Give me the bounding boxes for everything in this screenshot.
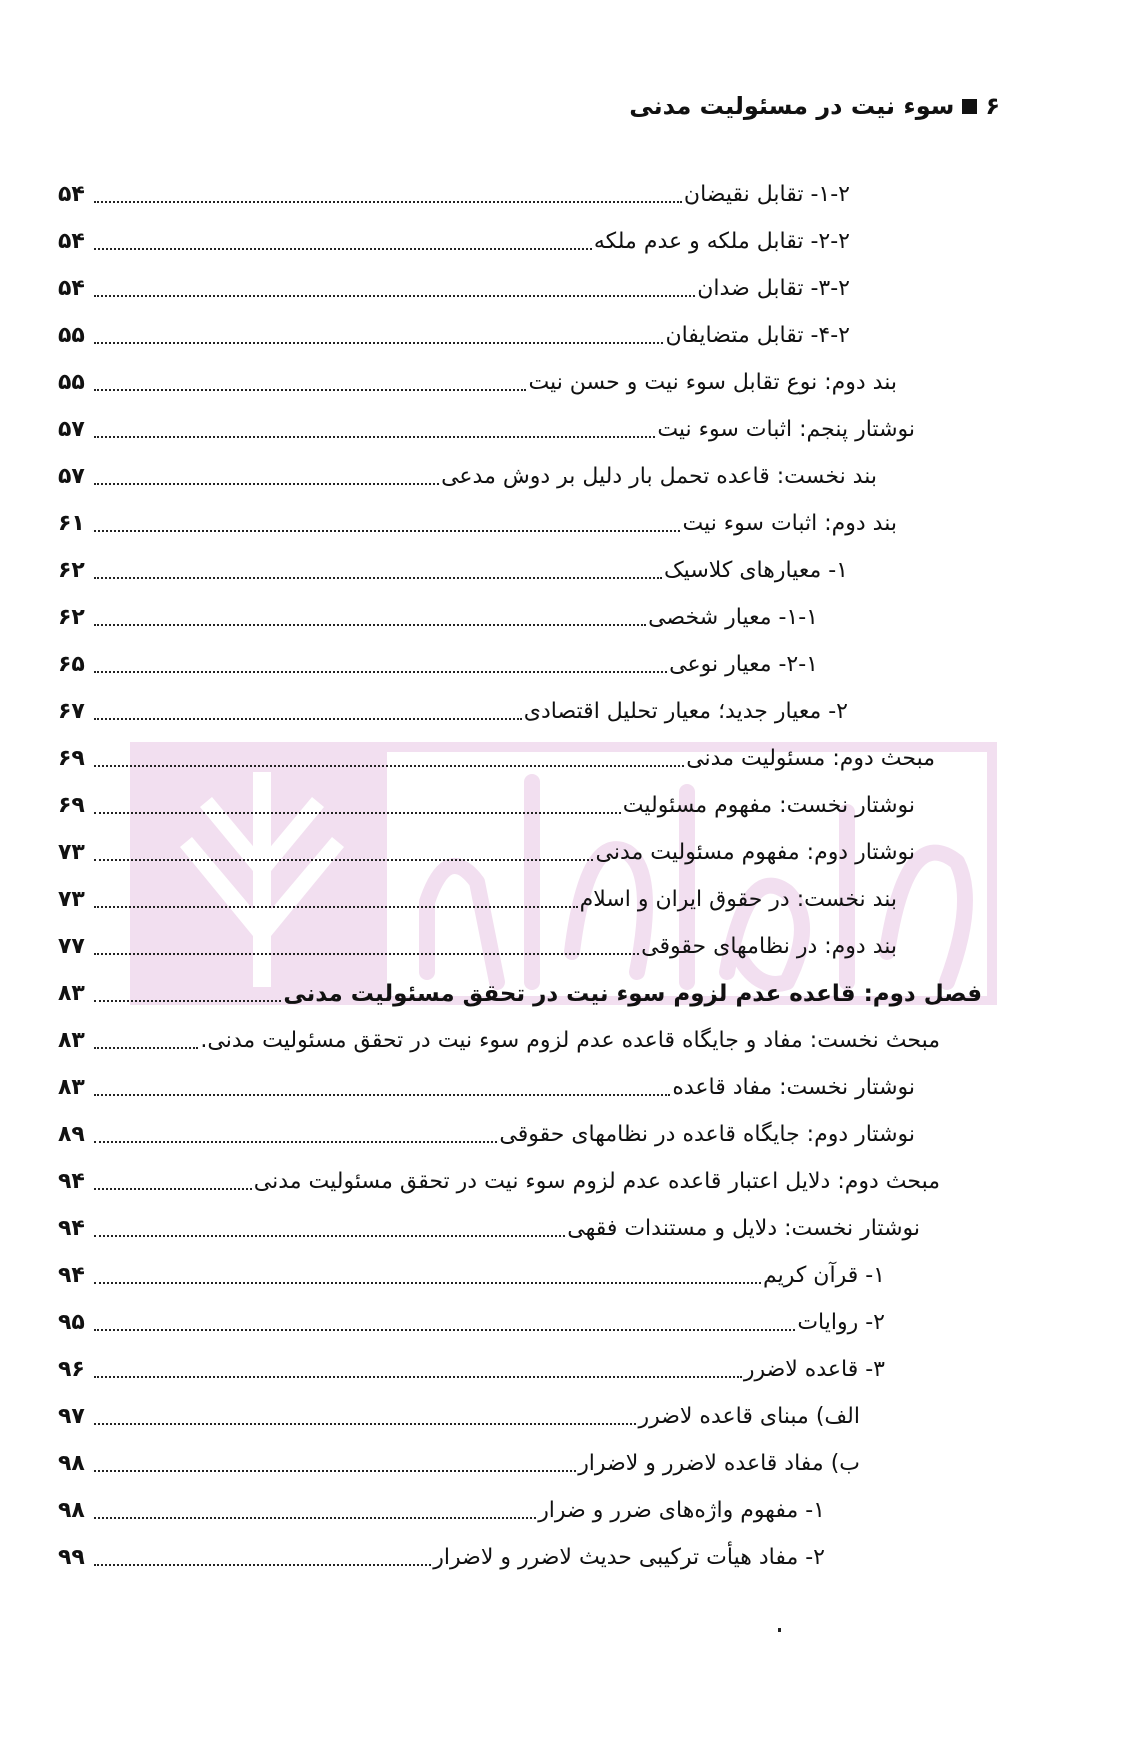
toc-entry-page: ۹۴ xyxy=(58,1216,85,1241)
dot-leader xyxy=(94,436,655,438)
toc-entry-page: ۶۲ xyxy=(58,605,85,630)
toc-entry-page: ۷۳ xyxy=(58,840,85,865)
toc-entry-title: ۳- قاعده لاضرر xyxy=(743,1357,885,1382)
toc-entry-title: ۲- روایات xyxy=(797,1310,885,1335)
toc-entry-page: ۹۸ xyxy=(58,1498,85,1523)
dot-leader xyxy=(94,1423,636,1425)
toc-entry[interactable] xyxy=(58,1206,920,1246)
toc-entry-title: نوشتار نخست: دلایل و مستندات فقهی xyxy=(567,1216,920,1241)
dot-leader xyxy=(94,906,578,908)
toc-entry[interactable] xyxy=(58,595,818,635)
toc-entry[interactable] xyxy=(58,1159,940,1199)
toc-entry-page: ۶۱ xyxy=(58,511,85,536)
dot-leader xyxy=(94,201,682,203)
toc-entry[interactable] xyxy=(58,1112,915,1152)
toc-entry-title: ۲- مفاد هیأت ترکیبی حدیث لاضرر و لاضرار xyxy=(433,1545,825,1570)
toc-entry-title: ۴-۲- تقابل متضایفان xyxy=(665,323,850,348)
toc-entry-page: ۶۲ xyxy=(58,558,85,583)
dot-leader xyxy=(94,1047,198,1049)
toc-entry[interactable] xyxy=(58,1535,825,1575)
toc-entry-page: ۵۵ xyxy=(58,370,85,395)
running-header xyxy=(629,92,1000,120)
toc-entry-page: ۶۵ xyxy=(58,652,85,677)
dot-leader xyxy=(94,1517,536,1519)
dot-leader xyxy=(94,953,639,955)
book-title: سوء نیت در مسئولیت مدنی xyxy=(629,92,955,120)
toc-entry-page: ۵۷ xyxy=(58,464,85,489)
dot-leader xyxy=(94,671,667,673)
toc-entry-title: ۲-۱- معیار نوعی xyxy=(669,652,818,677)
page-number: ۶ xyxy=(985,92,1000,120)
toc-entry-title: ۲- معیار جدید؛ معیار تحلیل اقتصادی xyxy=(523,699,848,724)
toc-entry-page: ۶۷ xyxy=(58,699,85,724)
dot-leader xyxy=(94,342,663,344)
toc-entry-title: ۲-۲- تقابل ملکه و عدم ملکه xyxy=(593,229,850,254)
dot-leader xyxy=(94,718,522,720)
toc-entry-title: ۱- مفهوم واژه‌های ضرر و ضرار xyxy=(538,1498,825,1523)
toc-entry[interactable] xyxy=(58,360,897,400)
toc-entry[interactable] xyxy=(58,783,915,823)
toc-entry[interactable] xyxy=(58,1441,860,1481)
toc-entry-page: ۸۹ xyxy=(58,1122,85,1147)
toc-entry-title: بند دوم: نوع تقابل سوء نیت و حسن نیت xyxy=(528,370,897,395)
dot-leader xyxy=(94,1564,431,1566)
toc-entry-title: بند نخست: در حقوق ایران و اسلام xyxy=(579,887,897,912)
toc-entry-page: ۸۳ xyxy=(58,981,85,1006)
dot-leader xyxy=(94,530,680,532)
toc-entry-page: ۵۴ xyxy=(58,229,85,254)
toc-entry[interactable] xyxy=(58,548,848,588)
toc-entry[interactable] xyxy=(58,736,935,776)
toc-entry[interactable] xyxy=(58,642,818,682)
toc-entry[interactable] xyxy=(58,1018,940,1058)
toc-entry[interactable] xyxy=(58,219,850,259)
toc-entry-title: نوشتار پنجم: اثبات سوء نیت xyxy=(657,417,915,442)
toc-entry-page: ۹۴ xyxy=(58,1263,85,1288)
toc-entry[interactable] xyxy=(58,266,850,306)
dot-leader xyxy=(94,577,662,579)
toc-entry-page: ۹۸ xyxy=(58,1451,85,1476)
toc-entry-page: ۹۵ xyxy=(58,1310,85,1335)
toc-entry-title: بند نخست: قاعده تحمل بار دلیل بر دوش مدعی xyxy=(441,464,877,489)
toc-entry-page: ۶۹ xyxy=(58,793,85,818)
toc-entry-title: ۳-۲- تقابل ضدان xyxy=(697,276,850,301)
toc-entry-title: مبحث نخست: مفاد و جایگاه قاعده عدم لزوم سوء نیت در تحقق مسئولیت مدنی. xyxy=(200,1028,940,1053)
toc-entry-title: نوشتار دوم: جایگاه قاعده در نظامهای حقوقی xyxy=(499,1122,915,1147)
toc-entry-title: بند دوم: در نظامهای حقوقی xyxy=(641,934,897,959)
toc-entry[interactable] xyxy=(58,1065,915,1105)
toc-entry[interactable] xyxy=(58,830,915,870)
toc-entry-title: ۱- معیارهای کلاسیک xyxy=(663,558,848,583)
toc-entry[interactable] xyxy=(58,1253,885,1293)
dot-leader xyxy=(94,295,695,297)
toc-entry-title: نوشتار نخست: مفهوم مسئولیت xyxy=(622,793,915,818)
dot-leader xyxy=(94,812,621,814)
toc-entry-page: ۹۹ xyxy=(58,1545,85,1570)
toc-entry-page: ۷۷ xyxy=(58,934,85,959)
square-bullet-icon xyxy=(962,99,977,114)
toc-entry-page: ۹۶ xyxy=(58,1357,85,1382)
dot-leader xyxy=(94,1282,761,1284)
toc-entry-title: ۱-۲- تقابل نقیضان xyxy=(683,182,850,207)
toc-entry-page: ۹۷ xyxy=(58,1404,85,1429)
toc-entry-page: ۵۷ xyxy=(58,417,85,442)
dot-leader xyxy=(94,389,526,391)
toc-entry-title: بند دوم: اثبات سوء نیت xyxy=(682,511,897,536)
toc-entry-page: ۵۵ xyxy=(58,323,85,348)
toc-entry[interactable] xyxy=(58,1394,860,1434)
toc-entry[interactable] xyxy=(58,407,915,447)
toc-entry-title: ۱- قرآن کریم xyxy=(762,1263,885,1288)
toc-entry[interactable] xyxy=(58,689,848,729)
dot-leader xyxy=(94,1094,670,1096)
toc-entry-page: ۶۹ xyxy=(58,746,85,771)
dot-leader xyxy=(94,1141,497,1143)
dot-leader xyxy=(94,765,684,767)
toc-entry[interactable] xyxy=(58,924,897,964)
toc-entry-title: مبحث دوم: مسئولیت مدنی xyxy=(686,746,935,771)
dot-leader xyxy=(94,1188,252,1190)
dot-leader xyxy=(94,859,593,861)
toc-entry-title: الف) مبنای قاعده لاضرر xyxy=(638,1404,860,1429)
toc-entry-title: نوشتار دوم: مفهوم مسئولیت مدنی xyxy=(595,840,915,865)
toc-entry-page: ۸۳ xyxy=(58,1028,85,1053)
toc-entry[interactable] xyxy=(58,1347,885,1387)
toc-entry[interactable] xyxy=(58,877,897,917)
toc-entry-title: فصل دوم: قاعده عدم لزوم سوء نیت در تحقق مسئولیت مدنی xyxy=(283,981,982,1007)
toc-entry-title: ۱-۱- معیار شخصی xyxy=(648,605,818,630)
toc-entry-title: مبحث دوم: دلایل اعتبار قاعده عدم لزوم سوء نیت در تحقق مسئولیت مدنی xyxy=(253,1169,940,1194)
toc-entry[interactable] xyxy=(58,313,850,353)
dot-leader xyxy=(94,483,439,485)
dot-leader xyxy=(94,1235,565,1237)
toc-entry-page: ۵۴ xyxy=(58,182,85,207)
toc-entry-page: ۹۴ xyxy=(58,1169,85,1194)
toc-entry[interactable] xyxy=(58,971,982,1011)
speck xyxy=(778,1628,781,1632)
dot-leader xyxy=(94,1329,795,1331)
toc-entry-title: نوشتار نخست: مفاد قاعده xyxy=(672,1075,915,1100)
toc-entry[interactable] xyxy=(58,454,877,494)
toc-entry[interactable] xyxy=(58,501,897,541)
toc-entry-page: ۸۳ xyxy=(58,1075,85,1100)
dot-leader xyxy=(94,248,592,250)
dot-leader xyxy=(94,1470,576,1472)
toc-entry[interactable] xyxy=(58,1300,885,1340)
dot-leader xyxy=(94,1376,742,1378)
toc-entry-page: ۷۳ xyxy=(58,887,85,912)
tree-logo-icon xyxy=(130,742,387,1005)
dot-leader xyxy=(94,624,646,626)
toc-entry[interactable] xyxy=(58,172,850,212)
dot-leader xyxy=(94,1000,281,1002)
watermark xyxy=(130,742,997,1005)
toc-entry[interactable] xyxy=(58,1488,825,1528)
toc-entry-title: ب) مفاد قاعده لاضرر و لاضرار xyxy=(578,1451,860,1476)
toc-entry-page: ۵۴ xyxy=(58,276,85,301)
